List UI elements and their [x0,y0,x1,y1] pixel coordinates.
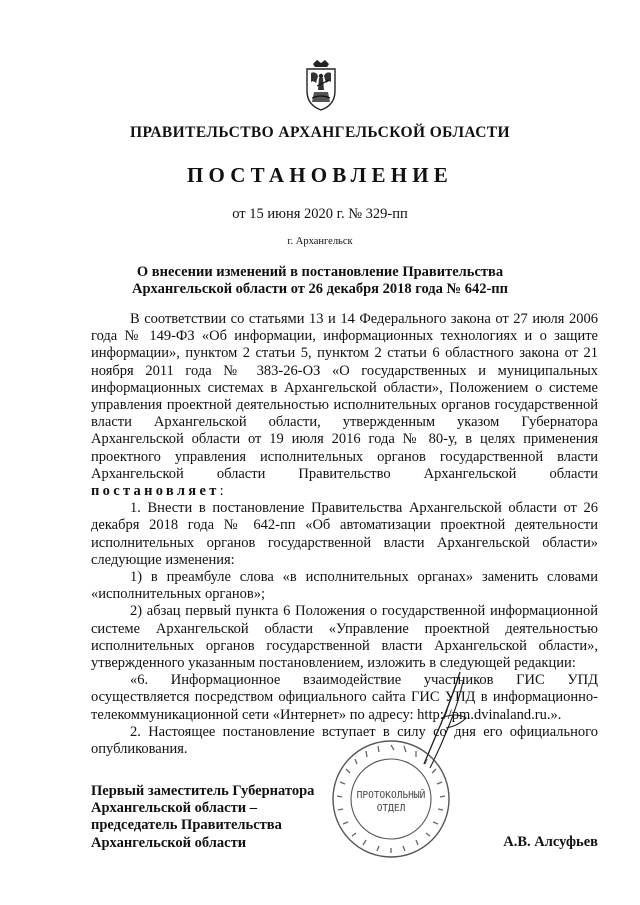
signatory-position-line-1: Первый заместитель Губернатора [91,783,315,799]
stamp-text-line-1: ПРОТОКОЛЬНЫЙ [356,790,426,801]
document-city: г. Архангельск [287,236,353,247]
signatory-position-line-2: Архангельской области – [91,800,257,817]
document-date-number: от 15 июня 2020 г. № 329-пп [232,206,408,222]
quoted-new-text: «6. Информационное взаимодействие участников ГИС УПД осуществляется посредством официального сайта ГИС УПД в информационно-телекоммуникационной сети «Интернет» по адресу: http://pm.dvinaland.ru.». [91,672,598,723]
signatory-position-line-3: председатель Правительства [91,817,282,834]
item-1-subitem-1: 1) в преамбуле слова «в исполнительных органах» заменить словами «исполнительных органов»; [91,569,598,603]
document-type-heading: ПОСТАНОВЛЕНИЕ [186,163,454,187]
item-1-subitem-2: 2) абзац первый пункта 6 Положения о государственной информационной системе Архангельской области «Управление проектной деятельностью исполнительных органов государственной власти Архангельской области», утвержденного указанным постановлением, изложить в следующей редакции: [91,603,598,672]
preamble-paragraph [91,311,598,500]
subject-line-1: О внесении изменений в постановление Правительства [136,264,504,280]
resolves-colon: : [219,483,224,500]
item-2-paragraph: 2. Настоящее постановление вступает в силу со дня его официального опубликования. [91,723,598,758]
coat-of-arms-icon [304,58,338,112]
item-1-paragraph: 1. Внести в постановление Правительства Архангельской области от 26 декабря 2018 года № 642-пп «Об автоматизации проектной деятельности исполнительных органов государственной власти Архангельской области» следующие изменения: [91,500,598,568]
stamp-text-line-2: ОТДЕЛ [376,803,406,814]
resolves-word: постановляет [91,483,220,500]
signatory-position-line-4: Архангельской области [91,834,247,851]
subject-line-2: Архангельской области от 26 декабря 2018 года № 642-пп [132,281,508,297]
government-title: ПРАВИТЕЛЬСТВО АРХАНГЕЛЬСКОЙ ОБЛАСТИ [129,124,510,141]
signatory-name: А.В. Алсуфьев [503,834,598,850]
document-subject [100,264,540,298]
signatory-position [91,783,361,852]
preamble-text: В соответствии со статьями 13 и 14 Федерального закона от 27 июля 2006 года № 149-ФЗ «Об информации, информационных технологиях и о защите информации», пунктом 2 статьи 5, пунктом 2 статьи 6 областного закона от 21 ноября 2011 года № 383-26-ОЗ «О государственных и муниципальных информационных системах в Архангельской области», Положением о системе управления проектной деятельностью исполнительных органов государственной власти Архангельской области, утвержденным указом Губернатора Архангельской области от 19 июля 2016 года № 80-у, в целях применения проектного управления исполнительных органов государственной власти Архангельской области Правительство Архангельской области [91,311,598,482]
document-body [91,311,598,758]
